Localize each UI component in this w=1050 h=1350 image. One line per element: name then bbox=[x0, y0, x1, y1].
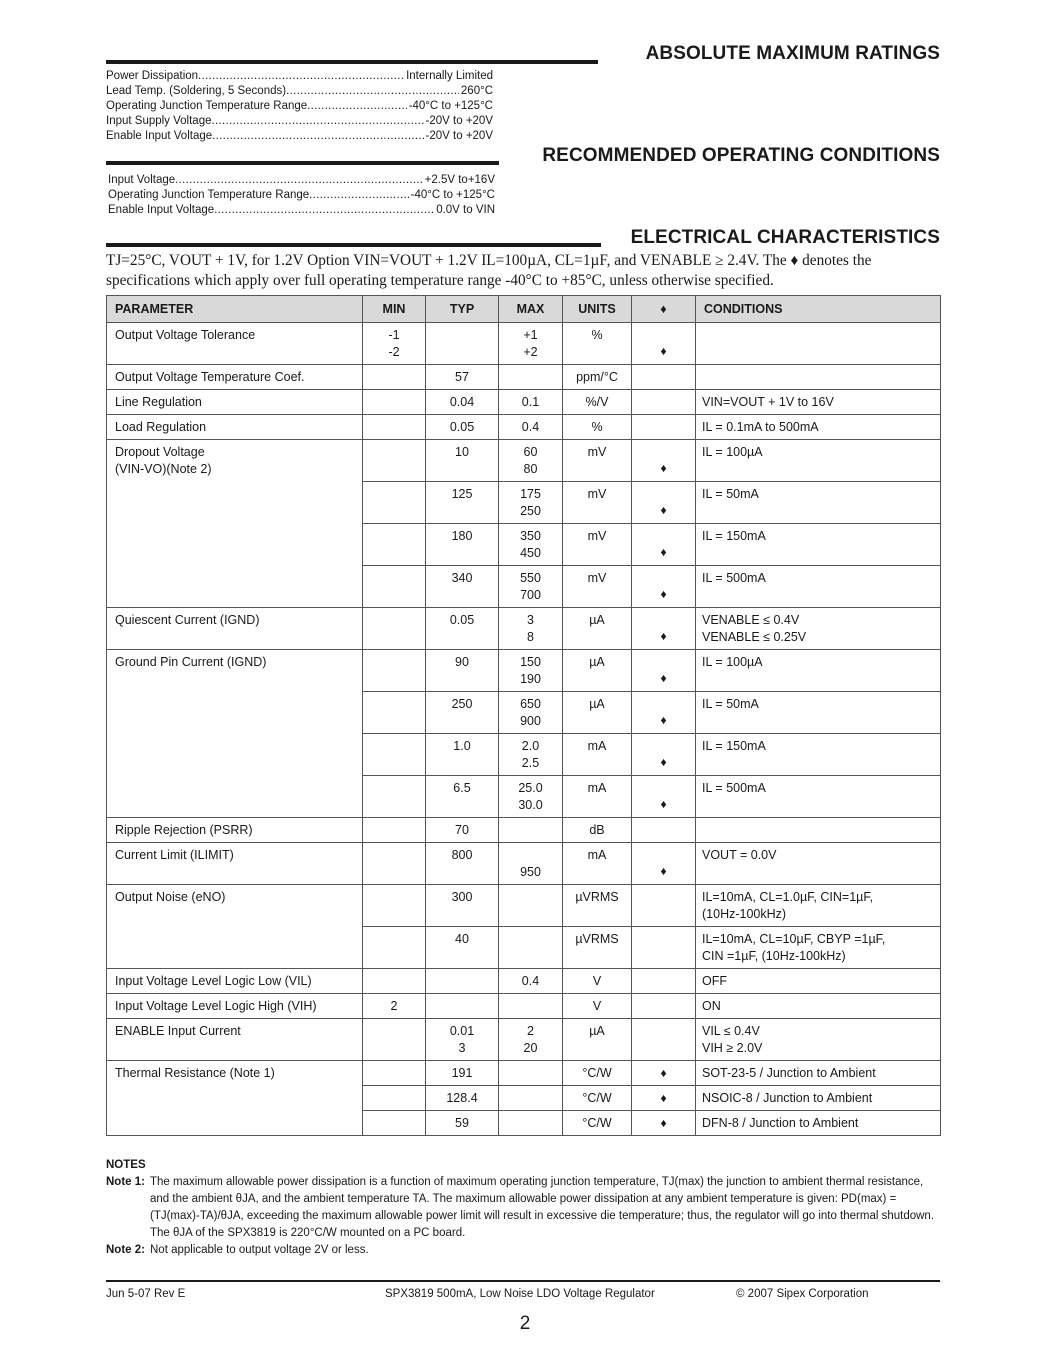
cell-min bbox=[363, 818, 426, 843]
table-row bbox=[107, 440, 941, 482]
note-1-text: The maximum allowable power dissipation is a function of maximum operating junction temperature, TJ(max) the junction to ambient thermal resistance, and the ambient θJA, and the ambient temperature TA. The maximum allowable power dissipation at any ambient temperature is given: PD(max) = (TJ(max)-TA)/θJA, exceeding the maximum allowable power limit will result in excessive die temperature; thus, the regulator will go into thermal shutdown. The θJA of the SPX3819 is 220°C/W mounted on a PC board. bbox=[150, 1176, 935, 1239]
cell-units: ppm/°C bbox=[563, 365, 632, 390]
cell-max: 3 8 bbox=[499, 608, 563, 650]
cell-param bbox=[107, 927, 363, 969]
cell-min bbox=[363, 927, 426, 969]
section-rule-recommended bbox=[106, 161, 499, 165]
cell-units: %/V bbox=[563, 390, 632, 415]
cell-param: Current Limit (ILIMIT) bbox=[107, 843, 363, 885]
table-row bbox=[107, 415, 941, 440]
spec-row: Power Dissipation ..... Internally Limited bbox=[106, 69, 493, 84]
cell-max bbox=[499, 1061, 563, 1086]
cell-max: 25.0 30.0 bbox=[499, 776, 563, 818]
cell-dia: ♦ bbox=[632, 608, 696, 650]
cell-typ: 0.04 bbox=[426, 390, 499, 415]
cell-typ: 128.4 bbox=[426, 1086, 499, 1111]
cell-dia: ♦ bbox=[632, 440, 696, 482]
table-row bbox=[107, 1061, 941, 1086]
cell-dia bbox=[632, 885, 696, 927]
cell-typ: 180 bbox=[426, 524, 499, 566]
cell-min bbox=[363, 566, 426, 608]
cell-units: mA bbox=[563, 776, 632, 818]
cell-min bbox=[363, 608, 426, 650]
cell-cond: IL=10mA, CL=1.0µF, CIN=1µF, (10Hz-100kHz) bbox=[696, 885, 941, 927]
cell-max bbox=[499, 927, 563, 969]
cell-cond: IL=10mA, CL=10µF, CBYP =1µF, CIN =1µF, (10Hz-100kHz) bbox=[696, 927, 941, 969]
cell-units: µA bbox=[563, 692, 632, 734]
cell-min bbox=[363, 482, 426, 524]
cell-cond: VIL ≤ 0.4V VIH ≥ 2.0V bbox=[696, 1019, 941, 1061]
cell-cond: DFN-8 / Junction to Ambient bbox=[696, 1111, 941, 1136]
cell-cond bbox=[696, 365, 941, 390]
cell-typ: 0.05 bbox=[426, 415, 499, 440]
cell-max: 150 190 bbox=[499, 650, 563, 692]
col-header-max: MAX bbox=[499, 296, 563, 323]
cell-param bbox=[107, 776, 363, 818]
cell-units: V bbox=[563, 994, 632, 1019]
table-row bbox=[107, 927, 941, 969]
cell-param: Output Voltage Tolerance bbox=[107, 323, 363, 365]
table-row bbox=[107, 843, 941, 885]
section-title-electrical: ELECTRICAL CHARACTERISTICS bbox=[630, 227, 940, 248]
cell-dia: ♦ bbox=[632, 1111, 696, 1136]
cell-max: 350 450 bbox=[499, 524, 563, 566]
cell-cond: NSOIC-8 / Junction to Ambient bbox=[696, 1086, 941, 1111]
cell-min bbox=[363, 692, 426, 734]
cell-units: mA bbox=[563, 843, 632, 885]
spec-row: Enable Input Voltage ..... 0.0V to VIN bbox=[108, 203, 495, 218]
notes-section bbox=[106, 1157, 940, 1259]
cell-cond: IL = 0.1mA to 500mA bbox=[696, 415, 941, 440]
cell-typ: 90 bbox=[426, 650, 499, 692]
cell-param: Output Voltage Temperature Coef. bbox=[107, 365, 363, 390]
col-header-typ: TYP bbox=[426, 296, 499, 323]
col-header-parameter: PARAMETER bbox=[107, 296, 363, 323]
table-row bbox=[107, 608, 941, 650]
cell-param: Ripple Rejection (PSRR) bbox=[107, 818, 363, 843]
cell-cond bbox=[696, 323, 941, 365]
cell-dia bbox=[632, 365, 696, 390]
cell-max bbox=[499, 818, 563, 843]
cell-param bbox=[107, 734, 363, 776]
note-2 bbox=[106, 1242, 940, 1259]
cell-units: °C/W bbox=[563, 1086, 632, 1111]
table-row bbox=[107, 1111, 941, 1136]
cell-max bbox=[499, 1111, 563, 1136]
table-row bbox=[107, 323, 941, 365]
cell-max bbox=[499, 994, 563, 1019]
footer-revision: Jun 5-07 Rev E bbox=[106, 1288, 186, 1300]
cell-cond: ON bbox=[696, 994, 941, 1019]
cell-cond: VENABLE ≤ 0.4V VENABLE ≤ 0.25V bbox=[696, 608, 941, 650]
cell-units: mA bbox=[563, 734, 632, 776]
cell-min bbox=[363, 1111, 426, 1136]
cell-dia: ♦ bbox=[632, 776, 696, 818]
table-row bbox=[107, 1019, 941, 1061]
cell-min bbox=[363, 1019, 426, 1061]
cell-typ: 125 bbox=[426, 482, 499, 524]
cell-typ bbox=[426, 994, 499, 1019]
cell-cond: IL = 500mA bbox=[696, 776, 941, 818]
col-header-units: UNITS bbox=[563, 296, 632, 323]
cell-cond: OFF bbox=[696, 969, 941, 994]
cell-max: 650 900 bbox=[499, 692, 563, 734]
cell-cond: IL = 50mA bbox=[696, 482, 941, 524]
cell-dia: ♦ bbox=[632, 482, 696, 524]
cell-units: °C/W bbox=[563, 1111, 632, 1136]
cell-units: µA bbox=[563, 608, 632, 650]
cell-param: Output Noise (eNO) bbox=[107, 885, 363, 927]
cell-max: 950 bbox=[499, 843, 563, 885]
spec-row: Lead Temp. (Soldering, 5 Seconds) ..... 260°C bbox=[106, 84, 493, 99]
col-header-diamond: ♦ bbox=[632, 296, 696, 323]
cell-max: +1 +2 bbox=[499, 323, 563, 365]
table-row bbox=[107, 482, 941, 524]
section-title-absolute-max: ABSOLUTE MAXIMUM RATINGS bbox=[645, 43, 940, 64]
cell-param: ENABLE Input Current bbox=[107, 1019, 363, 1061]
footer-product-title: SPX3819 500mA, Low Noise LDO Voltage Regulator bbox=[385, 1288, 655, 1300]
table-row bbox=[107, 818, 941, 843]
cell-typ: 0.05 bbox=[426, 608, 499, 650]
cell-dia bbox=[632, 818, 696, 843]
cell-min bbox=[363, 440, 426, 482]
cell-param bbox=[107, 1111, 363, 1136]
cell-typ: 59 bbox=[426, 1111, 499, 1136]
cell-dia: ♦ bbox=[632, 843, 696, 885]
cell-min bbox=[363, 734, 426, 776]
footer-rule bbox=[106, 1280, 940, 1282]
cell-dia bbox=[632, 994, 696, 1019]
table-row bbox=[107, 1086, 941, 1111]
spec-row: Enable Input Voltage ..... -20V to +20V bbox=[106, 129, 493, 144]
cell-min bbox=[363, 524, 426, 566]
cell-dia bbox=[632, 390, 696, 415]
cell-min bbox=[363, 1061, 426, 1086]
cell-param: Dropout Voltage (VIN-VO)(Note 2) bbox=[107, 440, 363, 482]
cell-dia: ♦ bbox=[632, 650, 696, 692]
cell-min bbox=[363, 650, 426, 692]
spec-row: Input Voltage ..... +2.5V to+16V bbox=[108, 173, 495, 188]
cell-max: 0.4 bbox=[499, 415, 563, 440]
cell-dia bbox=[632, 415, 696, 440]
table-header-row bbox=[107, 296, 941, 323]
cell-typ: 57 bbox=[426, 365, 499, 390]
cell-units: dB bbox=[563, 818, 632, 843]
cell-param bbox=[107, 692, 363, 734]
cell-max: 0.4 bbox=[499, 969, 563, 994]
section-rule-absolute-max bbox=[106, 60, 598, 64]
cell-typ: 10 bbox=[426, 440, 499, 482]
cell-max: 550 700 bbox=[499, 566, 563, 608]
cell-max: 60 80 bbox=[499, 440, 563, 482]
cell-units: µA bbox=[563, 650, 632, 692]
table-row bbox=[107, 692, 941, 734]
note-1-label: Note 1: bbox=[106, 1176, 145, 1188]
cell-param bbox=[107, 482, 363, 524]
cell-dia bbox=[632, 927, 696, 969]
cell-param: Quiescent Current (IGND) bbox=[107, 608, 363, 650]
cell-typ bbox=[426, 969, 499, 994]
cell-param: Thermal Resistance (Note 1) bbox=[107, 1061, 363, 1086]
cell-units: % bbox=[563, 415, 632, 440]
cell-units: °C/W bbox=[563, 1061, 632, 1086]
cell-units: mV bbox=[563, 524, 632, 566]
cell-param: Line Regulation bbox=[107, 390, 363, 415]
cell-min bbox=[363, 843, 426, 885]
table-row bbox=[107, 734, 941, 776]
cell-dia: ♦ bbox=[632, 566, 696, 608]
cell-param: Input Voltage Level Logic Low (VIL) bbox=[107, 969, 363, 994]
cell-param: Ground Pin Current (IGND) bbox=[107, 650, 363, 692]
cell-min bbox=[363, 390, 426, 415]
page-number: 2 bbox=[519, 1313, 531, 1334]
cell-typ: 250 bbox=[426, 692, 499, 734]
col-header-conditions: CONDITIONS bbox=[696, 296, 941, 323]
cell-param: Load Regulation bbox=[107, 415, 363, 440]
cell-cond: VOUT = 0.0V bbox=[696, 843, 941, 885]
cell-cond: IL = 100µA bbox=[696, 650, 941, 692]
cell-units: mV bbox=[563, 482, 632, 524]
note-1 bbox=[106, 1174, 940, 1242]
cell-units: mV bbox=[563, 440, 632, 482]
cell-cond: VIN=VOUT + 1V to 16V bbox=[696, 390, 941, 415]
intro-line-2: specifications which apply over full operating temperature range -40°C to +85°C, unless otherwise specified. bbox=[106, 272, 774, 289]
absolute-max-ratings-list bbox=[106, 69, 493, 144]
note-2-text: Not applicable to output voltage 2V or less. bbox=[150, 1244, 369, 1256]
electrical-characteristics-table bbox=[106, 295, 941, 1136]
table-row bbox=[107, 885, 941, 927]
cell-cond bbox=[696, 818, 941, 843]
cell-cond: IL = 50mA bbox=[696, 692, 941, 734]
cell-max bbox=[499, 885, 563, 927]
cell-dia: ♦ bbox=[632, 692, 696, 734]
cell-typ bbox=[426, 323, 499, 365]
recommended-conditions-list bbox=[108, 173, 495, 218]
intro-line-1: TJ=25°C, VOUT + 1V, for 1.2V Option VIN=VOUT + 1.2V IL=100µA, CL=1µF, and VENABLE ≥ 2.4V. The ♦ denotes the bbox=[106, 252, 872, 269]
cell-dia bbox=[632, 969, 696, 994]
cell-units: µA bbox=[563, 1019, 632, 1061]
table-row bbox=[107, 524, 941, 566]
cell-cond: IL = 150mA bbox=[696, 734, 941, 776]
cell-dia: ♦ bbox=[632, 323, 696, 365]
cell-cond: IL = 150mA bbox=[696, 524, 941, 566]
cell-param bbox=[107, 566, 363, 608]
cell-max: 2 20 bbox=[499, 1019, 563, 1061]
cell-cond: SOT-23-5 / Junction to Ambient bbox=[696, 1061, 941, 1086]
cell-min bbox=[363, 415, 426, 440]
cell-dia bbox=[632, 1019, 696, 1061]
cell-max bbox=[499, 365, 563, 390]
cell-typ: 800 bbox=[426, 843, 499, 885]
cell-typ: 1.0 bbox=[426, 734, 499, 776]
note-2-label: Note 2: bbox=[106, 1244, 145, 1256]
cell-units: % bbox=[563, 323, 632, 365]
cell-min bbox=[363, 1086, 426, 1111]
table-row bbox=[107, 650, 941, 692]
cell-typ: 6.5 bbox=[426, 776, 499, 818]
cell-units: V bbox=[563, 969, 632, 994]
table-row bbox=[107, 994, 941, 1019]
col-header-min: MIN bbox=[363, 296, 426, 323]
spec-row: Operating Junction Temperature Range ..... -40°C to +125°C bbox=[108, 188, 495, 203]
table-row bbox=[107, 390, 941, 415]
table-row bbox=[107, 365, 941, 390]
cell-dia: ♦ bbox=[632, 1086, 696, 1111]
footer-copyright: © 2007 Sipex Corporation bbox=[736, 1288, 869, 1300]
cell-max: 2.0 2.5 bbox=[499, 734, 563, 776]
cell-dia: ♦ bbox=[632, 734, 696, 776]
cell-param bbox=[107, 1086, 363, 1111]
cell-min: 2 bbox=[363, 994, 426, 1019]
cell-min bbox=[363, 969, 426, 994]
cell-max: 0.1 bbox=[499, 390, 563, 415]
spec-row: Operating Junction Temperature Range ..... -40°C to +125°C bbox=[106, 99, 493, 114]
cell-cond: IL = 100µA bbox=[696, 440, 941, 482]
table-row bbox=[107, 776, 941, 818]
cell-max bbox=[499, 1086, 563, 1111]
cell-typ: 70 bbox=[426, 818, 499, 843]
cell-param bbox=[107, 524, 363, 566]
cell-min bbox=[363, 885, 426, 927]
cell-param: Input Voltage Level Logic High (VIH) bbox=[107, 994, 363, 1019]
cell-cond: IL = 500mA bbox=[696, 566, 941, 608]
notes-heading: NOTES bbox=[106, 1159, 146, 1171]
spec-row: Input Supply Voltage ..... -20V to +20V bbox=[106, 114, 493, 129]
cell-units: µVRMS bbox=[563, 885, 632, 927]
electrical-intro-text bbox=[106, 251, 940, 291]
table-row bbox=[107, 566, 941, 608]
cell-typ: 300 bbox=[426, 885, 499, 927]
section-rule-electrical bbox=[106, 243, 601, 247]
cell-typ: 340 bbox=[426, 566, 499, 608]
cell-units: mV bbox=[563, 566, 632, 608]
table-row bbox=[107, 969, 941, 994]
cell-min: -1 -2 bbox=[363, 323, 426, 365]
cell-typ: 191 bbox=[426, 1061, 499, 1086]
section-title-recommended: RECOMMENDED OPERATING CONDITIONS bbox=[542, 145, 940, 166]
cell-min bbox=[363, 365, 426, 390]
cell-min bbox=[363, 776, 426, 818]
cell-dia: ♦ bbox=[632, 524, 696, 566]
cell-typ: 0.01 3 bbox=[426, 1019, 499, 1061]
cell-units: µVRMS bbox=[563, 927, 632, 969]
cell-max: 175 250 bbox=[499, 482, 563, 524]
cell-dia: ♦ bbox=[632, 1061, 696, 1086]
cell-typ: 40 bbox=[426, 927, 499, 969]
